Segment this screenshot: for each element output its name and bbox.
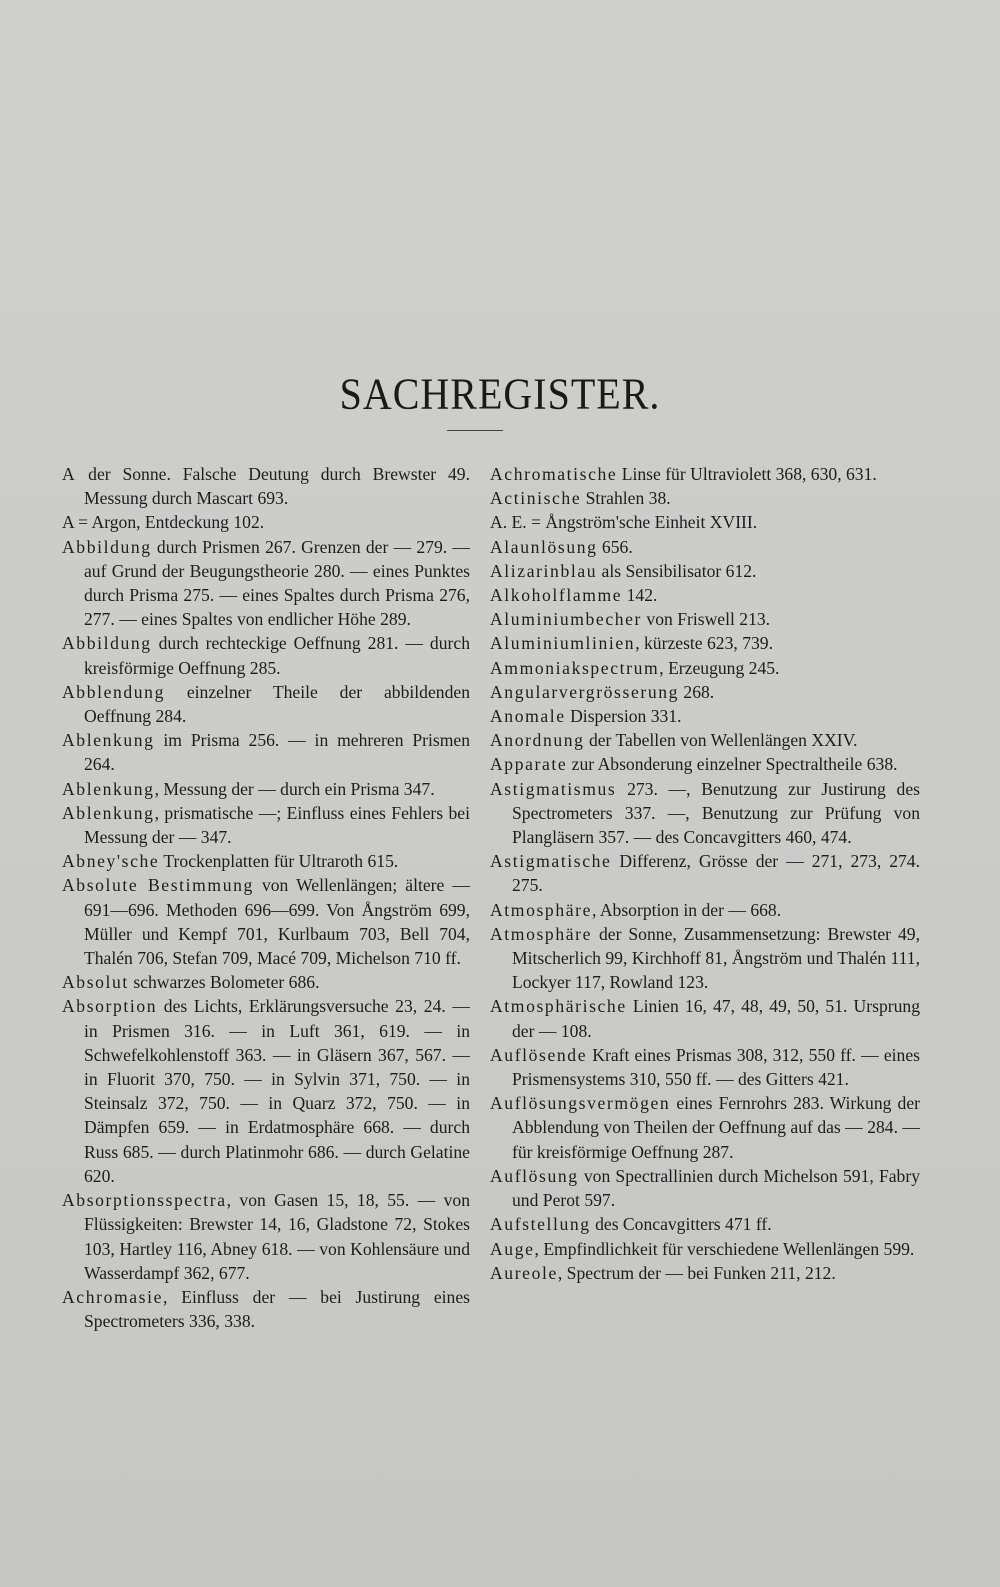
index-entry-text: der Sonne, Zusammensetzung: Brewster 49, Mitscherlich 99, Kirchhoff 81, Ångström und Thalén 111, Lockyer 117, Rowland 123. bbox=[512, 923, 920, 993]
index-entry bbox=[62, 462, 470, 510]
index-entry-keyword: Absolut bbox=[62, 972, 129, 993]
index-entry-keyword: Auflösende bbox=[490, 1044, 588, 1065]
index-entry-text: , kürzeste 623, 739. bbox=[635, 633, 773, 654]
index-entry-text: Dispersion 331. bbox=[565, 706, 682, 727]
index-entry-text: des Lichts, Erklärungsversuche 23, 24. — in Prismen 316. — in Luft 361, 619. — in Schwefelkohlenstoff 363. — in Gläsern 367, 567. — in Fluorit 370, 750. — in Sylvin 371, 750. — in Steinsalz 372, 750. — in Quarz 372, 750. — in Dämpfen 659. — in Erdatmosphäre 668. — durch Russ 685. — durch Platinmohr 686. — durch Gelatine 620. bbox=[84, 996, 470, 1186]
index-entry-text: 268. bbox=[679, 681, 715, 702]
index-entry-keyword: Aluminiumbecher bbox=[490, 609, 643, 630]
index-entry bbox=[490, 535, 920, 559]
index-entry-keyword: Aufstellung bbox=[490, 1214, 591, 1235]
index-entry-text: , von Gasen 15, 18, 55. — von Flüssigkeiten: Brewster 14, 16, Gladstone 72, Stokes 103, Hartley 116, Abney 618. — von Kohlensäure und Wasserdampf 362, 677. bbox=[84, 1190, 470, 1283]
index-entry bbox=[490, 631, 920, 655]
index-entry-text: durch Prismen 267. Grenzen der — 279. — auf Grund der Beugungstheorie 280. — eines Punktes durch Prisma 275. — eines Spaltes durch Prisma 276, 277. — eines Spaltes von endlicher Höhe 289. bbox=[84, 536, 470, 630]
index-entry bbox=[490, 898, 920, 922]
index-entry bbox=[490, 994, 920, 1042]
index-entry-keyword: Auflösungsvermögen bbox=[490, 1093, 671, 1114]
index-entry-keyword: Atmosphärische bbox=[490, 996, 627, 1017]
index-entry-text: eines Fernrohrs 283. Wirkung der Abblendung von Theilen der Oeffnung auf das — 284. — für kreisförmige Oeffnung 287. bbox=[512, 1093, 920, 1162]
index-entry-text: , Absorption in der — 668. bbox=[592, 899, 782, 920]
index-entry-keyword: Angularvergrösserung bbox=[490, 681, 680, 702]
index-entry bbox=[490, 583, 920, 607]
page-title: SACHREGISTER. bbox=[339, 368, 661, 419]
index-entry bbox=[490, 486, 920, 510]
index-entry-keyword: Astigmatismus bbox=[490, 778, 617, 799]
index-entry-text: 142. bbox=[622, 585, 658, 606]
index-entry-text: , prismatische —; Einfluss eines Fehlers bei Messung der — 347. bbox=[84, 802, 470, 848]
index-entry bbox=[62, 873, 470, 970]
index-entry-keyword: Atmosphäre bbox=[490, 923, 592, 944]
index-entry-text: Trockenplatten für Ultraroth 615. bbox=[159, 851, 399, 872]
index-entry bbox=[490, 752, 920, 776]
index-entry-keyword: Atmosphäre bbox=[490, 899, 592, 920]
index-entry bbox=[490, 777, 920, 850]
index-entry-text: von Friswell 213. bbox=[642, 609, 771, 630]
index-entry-keyword: Astigmatische bbox=[490, 851, 612, 872]
index-entry bbox=[62, 1188, 470, 1285]
index-entry-keyword: Achromasie bbox=[62, 1286, 164, 1307]
index-entry-keyword: Aluminiumlinien bbox=[490, 633, 636, 654]
index-entry-keyword: Alkoholflamme bbox=[490, 585, 623, 606]
index-entry bbox=[490, 1261, 920, 1285]
index-entry bbox=[62, 849, 470, 873]
index-entry-keyword: Auflösung bbox=[490, 1165, 579, 1186]
index-entry-keyword: Alizarinblau bbox=[490, 560, 598, 581]
index-entry bbox=[490, 559, 920, 583]
index-entry bbox=[490, 704, 920, 728]
index-entry-keyword: Ammoniakspectrum bbox=[490, 657, 660, 678]
index-entry-keyword: Absorption bbox=[62, 996, 158, 1017]
index-entry-text: , Messung der — durch ein Prisma 347. bbox=[154, 778, 435, 799]
index-entry-text: von Spectrallinien durch Michelson 591, Fabry und Perot 597. bbox=[512, 1165, 920, 1211]
index-entry-text: A. E. = Ångström'sche Einheit XVIII. bbox=[490, 512, 758, 533]
index-entry bbox=[490, 728, 920, 752]
index-entry-keyword: Ablenkung bbox=[62, 778, 155, 799]
index-entry-text: Linse für Ultraviolett 368, 630, 631. bbox=[617, 464, 877, 484]
index-entry bbox=[490, 922, 920, 995]
index-entry bbox=[490, 1164, 920, 1212]
index-entry bbox=[490, 607, 920, 631]
index-entry-text: Linien 16, 47, 48, 49, 50, 51. Ursprung der — 108. bbox=[512, 996, 920, 1041]
index-entry-keyword: Alaunlösung bbox=[490, 536, 598, 557]
index-entry-text: , Erzeugung 245. bbox=[659, 657, 780, 678]
index-entry-keyword: Anomale bbox=[490, 706, 566, 727]
index-entry bbox=[62, 1285, 470, 1333]
index-entry-keyword: Ablenkung bbox=[62, 730, 155, 751]
index-entry bbox=[62, 535, 470, 632]
index-entry bbox=[490, 1043, 920, 1091]
index-entry bbox=[62, 801, 470, 849]
index-entry-text: zur Absonderung einzelner Spectraltheile 638. bbox=[567, 754, 898, 775]
index-entry bbox=[490, 510, 920, 534]
index-entry bbox=[62, 994, 470, 1188]
index-entry-keyword: Ablenkung bbox=[62, 802, 155, 823]
index-entry-text: von Wellenlängen; ältere — 691—696. Methoden 696—699. Von Ångström 699, Müller und Kempf 701, Kurlbaum 703, Bell 704, Thalén 706, Stefan 709, Macé 709, Michelson 710 ff. bbox=[84, 875, 470, 969]
index-entry bbox=[62, 777, 470, 801]
index-entry-text: Differenz, Grösse der — 271, 273, 274. 275. bbox=[512, 851, 920, 896]
index-entry bbox=[490, 1212, 920, 1236]
index-entry-text: der Tabellen von Wellenlängen XXIV. bbox=[584, 730, 858, 751]
index-entry-text: A = Argon, Entdeckung 102. bbox=[62, 512, 265, 533]
index-entry-keyword: Abblendung bbox=[62, 681, 165, 702]
index-entry-keyword: Aureole bbox=[490, 1262, 558, 1283]
index-entry-text: , Spectrum der — bei Funken 211, 212. bbox=[557, 1262, 836, 1283]
index-entry bbox=[490, 1237, 920, 1261]
index-entry-keyword: A bbox=[62, 464, 77, 484]
index-entry-keyword: Absolute Bestimmung bbox=[62, 875, 254, 896]
index-entry bbox=[490, 656, 920, 680]
index-entry-keyword: Absorptionsspectra bbox=[62, 1190, 227, 1211]
index-entry-text: , Einfluss der — bei Justirung eines Spectrometers 336, 338. bbox=[84, 1286, 470, 1332]
index-entry-text: im Prisma 256. — in mehreren Prismen 264. bbox=[84, 730, 470, 775]
index-entry-text: 656. bbox=[597, 536, 633, 557]
left-index-column bbox=[62, 462, 470, 1333]
index-entry-text: durch rechteckige Oeffnung 281. — durch kreisförmige Oeffnung 285. bbox=[84, 633, 470, 678]
index-entry-text: als Sensibilisator 612. bbox=[597, 560, 757, 581]
index-entry bbox=[490, 849, 920, 897]
index-entry-text: Strahlen 38. bbox=[581, 488, 671, 509]
index-entry-keyword: Actinische bbox=[490, 488, 582, 509]
index-entry bbox=[62, 510, 470, 534]
index-entry-text: des Concavgitters 471 ff. bbox=[590, 1214, 772, 1235]
index-entry-text: 273. —, Benutzung zur Justirung des Spectrometers 337. —, Benutzung zur Prüfung von Plangläsern 357. — des Concavgitters 460, 474. bbox=[512, 778, 920, 848]
index-entry-keyword: Anordnung bbox=[490, 730, 585, 751]
index-entry-keyword: Abney'sche bbox=[62, 851, 160, 872]
index-entry-text: schwarzes Bolometer 686. bbox=[128, 972, 320, 993]
index-entry-keyword: Abbildung bbox=[62, 633, 152, 654]
index-entry-keyword: Achromatische bbox=[490, 464, 618, 484]
index-entry-text: einzelner Theile der abbildenden Oeffnung 284. bbox=[84, 681, 470, 727]
index-entry-keyword: Abbildung bbox=[62, 536, 152, 557]
index-entry bbox=[62, 631, 470, 679]
index-entry bbox=[62, 970, 470, 994]
index-entry-keyword: Auge bbox=[490, 1238, 535, 1259]
index-entry-text: Kraft eines Prismas 308, 312, 550 ff. — eines Prismensystems 310, 550 ff. — des Gitters 421. bbox=[512, 1044, 920, 1090]
index-entry bbox=[490, 680, 920, 704]
index-entry bbox=[490, 1091, 920, 1164]
index-entry-keyword: Apparate bbox=[490, 754, 568, 775]
index-entry-text: der Sonne. Falsche Deutung durch Brewster 49. Messung durch Mascart 693. bbox=[76, 464, 470, 509]
index-entry bbox=[62, 680, 470, 728]
index-entry bbox=[490, 462, 920, 486]
index-entry-text: , Empfindlichkeit für verschiedene Wellenlängen 599. bbox=[534, 1238, 915, 1259]
right-index-column bbox=[490, 462, 920, 1285]
title-rule bbox=[447, 430, 503, 431]
index-entry bbox=[62, 728, 470, 776]
